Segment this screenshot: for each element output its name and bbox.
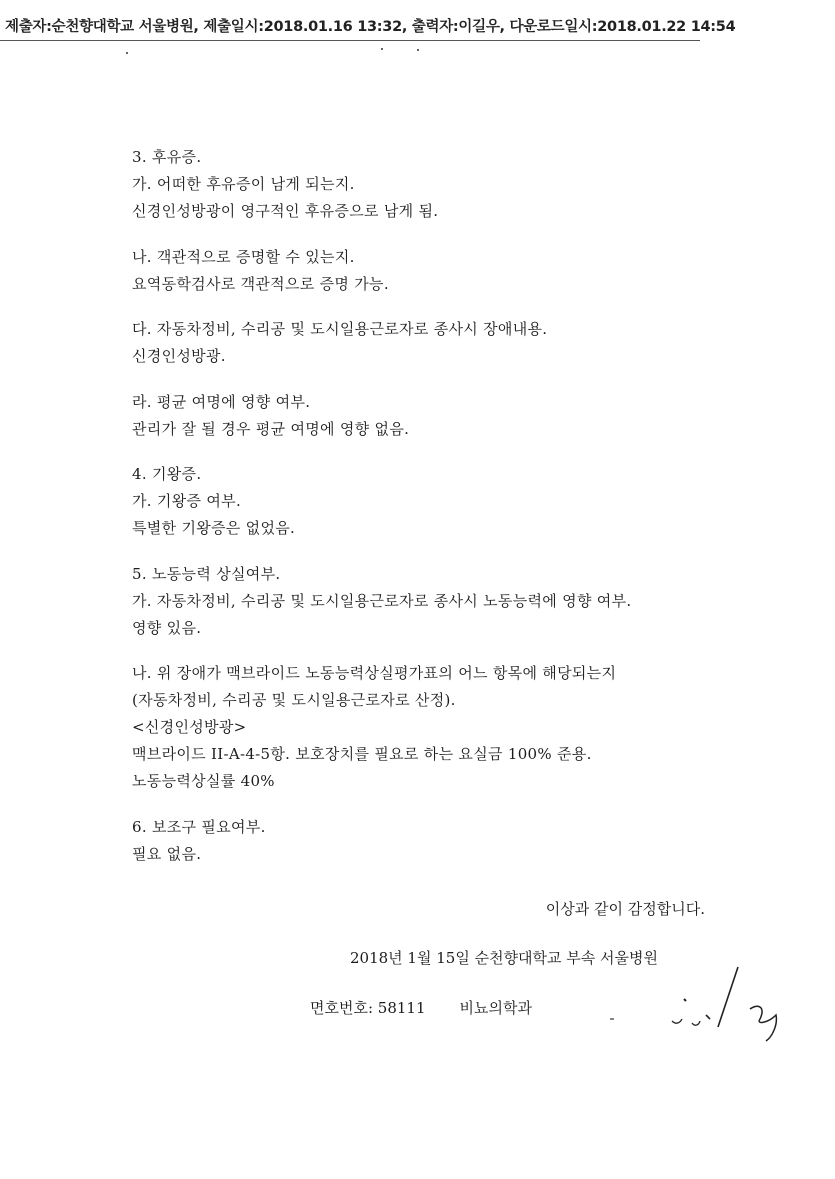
body-line: 가. 어떠한 후유증이 남게 되는지. <box>132 175 355 193</box>
body-line: 관리가 잘 될 경우 평균 여명에 영향 없음. <box>132 419 410 438</box>
paragraph-gap <box>132 642 752 661</box>
body-line: 4. 기왕증. <box>132 465 202 483</box>
body-line: 나. 객관적으로 증명할 수 있는지. <box>132 247 355 266</box>
body-line: 가. 기왕증 여부. <box>132 492 242 510</box>
body-line: 노동능력상실률 40% <box>132 772 275 790</box>
body-line: 요역동학검사로 객관적으로 증명 가능. <box>132 274 389 293</box>
closing-statement: 이상과 같이 감정합니다. <box>545 900 705 918</box>
body-line: 특별한 기왕증은 없었음. <box>132 519 296 537</box>
body-line: 신경인성방광이 영구적인 후유증으로 남게 됨. <box>132 202 439 220</box>
body-line: 신경인성방광. <box>132 347 226 365</box>
body-line: 필요 없음. <box>132 844 202 863</box>
body-line: 가. 자동차정비, 수리공 및 도시일용근로자로 종사시 노동능력에 영향 여부. <box>132 591 632 610</box>
body-line: 나. 위 장애가 맥브라이드 노동능력상실평가표의 어느 항목에 해당되는지 <box>132 664 617 682</box>
submission-info: 제출자:순천향대학교 서울병원, 제출일시:2018.01.16 13:32, 출력자:이길우, 다운로드일시:2018.01.22 14:54 <box>5 19 736 35</box>
document-header <box>0 8 835 38</box>
paragraph-gap <box>132 795 752 814</box>
scan-speck <box>126 52 128 54</box>
paragraph-gap <box>132 225 752 244</box>
paragraph-gap <box>132 298 752 317</box>
license-line <box>310 997 532 1018</box>
body-line: 5. 노동능력 상실여부. <box>132 564 281 583</box>
body-line: <신경인성방광> <box>132 718 247 736</box>
paragraph-gap <box>132 370 752 389</box>
paragraph-gap <box>132 443 752 462</box>
handwritten-signature <box>600 945 800 1045</box>
body-line: 라. 평균 여명에 영향 여부. <box>132 392 311 411</box>
license-number: 면호번호: 58111 <box>310 999 426 1017</box>
body-line: 맥브라이드 II-A-4-5항. 보호장치를 필요로 하는 요실금 100% 준용. <box>132 745 592 763</box>
report-body <box>132 144 752 868</box>
department-name: 비뇨의학과 <box>459 999 532 1017</box>
body-line: 3. 후유증. <box>132 148 202 166</box>
header-rule <box>0 40 700 41</box>
body-line: 6. 보조구 필요여부. <box>132 817 266 836</box>
body-line: (자동차정비, 수리공 및 도시일용근로자로 산정). <box>132 691 456 709</box>
scan-speck <box>381 48 383 50</box>
paragraph-gap <box>132 542 752 561</box>
date-and-hospital: 2018년 1월 15일 순천향대학교 부속 서울병원 <box>350 949 658 967</box>
body-line: 영향 있음. <box>132 618 202 637</box>
scan-speck <box>417 49 419 51</box>
body-line: 다. 자동차정비, 수리공 및 도시일용근로자로 종사시 장애내용. <box>132 320 548 338</box>
